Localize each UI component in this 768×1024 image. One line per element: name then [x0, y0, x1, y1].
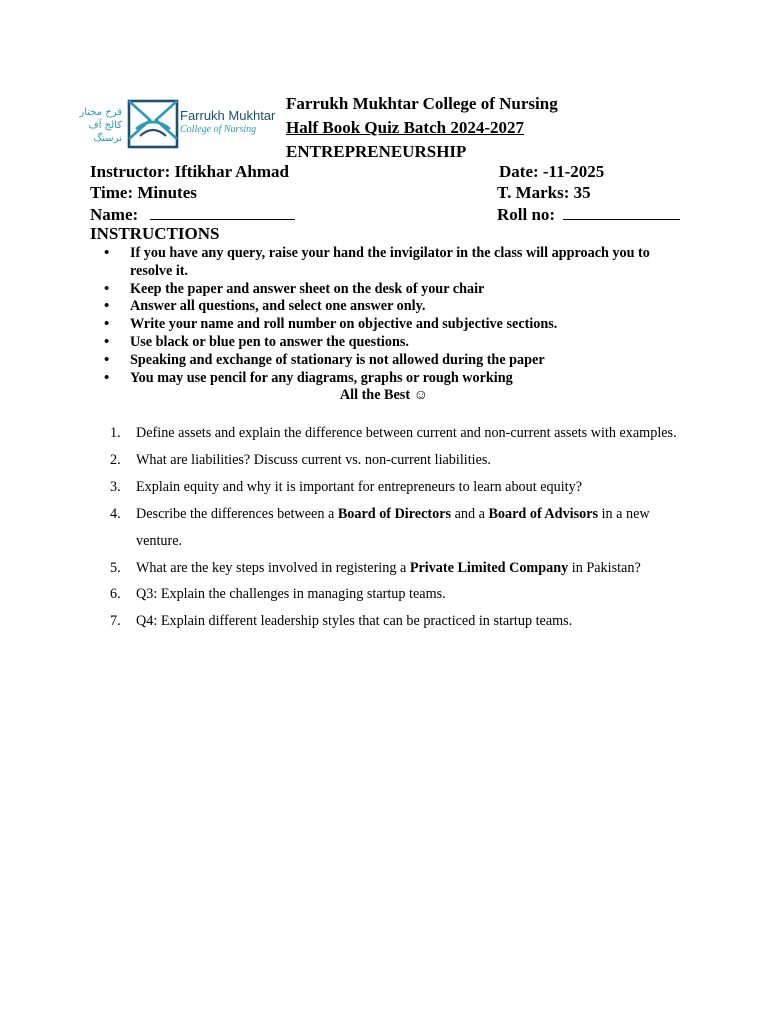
question-item [104, 581, 684, 608]
instruction-item: • Keep the paper and answer sheet on the desk of your chair [104, 281, 684, 299]
question-emphasis: Board of Directors [337, 505, 452, 522]
name-field [90, 205, 295, 225]
subject-title: ENTREPRENEURSHIP [286, 142, 467, 161]
question-text: Q4: Explain different leadership styles that can be practiced in startup teams. [136, 613, 573, 630]
question-item [104, 608, 684, 635]
instructor-label: Instructor: Iftikhar Ahmad [90, 162, 289, 181]
instruction-item: • Answer all questions, and select one answer only. [104, 298, 684, 316]
roll-field [497, 205, 680, 225]
time-label: Time: Minutes [90, 183, 197, 202]
logo-emblem-icon [126, 98, 184, 150]
logo-urdu-line1: فرخ مختار [79, 107, 122, 118]
question-number: 7. [110, 613, 121, 630]
college-logo [68, 96, 276, 152]
question-text: in a new venture. [136, 505, 650, 549]
instruction-item: • Use black or blue pen to answer the questions. [104, 334, 684, 352]
date-label: Date: -11-2025 [499, 162, 605, 181]
question-number: 5. [110, 559, 121, 576]
college-title: Farrukh Mukhtar College of Nursing [286, 94, 558, 113]
logo-urdu-line2: کالج آف نرسنگ [88, 120, 122, 144]
instructions-title: INSTRUCTIONS [90, 224, 220, 243]
logo-urdu-text [68, 106, 122, 145]
name-label: Name: [90, 205, 139, 224]
instruction-item: • You may use pencil for any diagrams, graphs or rough working [104, 370, 684, 388]
question-number: 6. [110, 586, 121, 603]
roll-blank-line [563, 205, 680, 220]
total-marks-label: T. Marks: 35 [497, 183, 591, 202]
question-emphasis: Private Limited Company [409, 559, 569, 576]
question-text: What are the key steps involved in registering a [136, 559, 410, 576]
question-item [104, 474, 684, 501]
question-emphasis: Board of Advisors [488, 505, 599, 522]
question-number: 4. [110, 505, 121, 522]
quiz-title: Half Book Quiz Batch 2024-2027 [286, 118, 525, 137]
question-text: Define assets and explain the difference between current and non-current assets with examples. [136, 425, 677, 441]
question-item [104, 420, 684, 447]
question-text: Q3: Explain the challenges in managing startup teams. [136, 586, 446, 603]
question-item [104, 501, 684, 555]
question-number: 3. [110, 478, 121, 495]
name-blank-line [150, 205, 295, 220]
instruction-item: • If you have any query, raise your hand the invigilator in the class will approach you to resolve it. [104, 245, 684, 281]
instruction-item: • Write your name and roll number on objective and subjective sections. [104, 316, 684, 334]
roll-label: Roll no: [497, 205, 556, 224]
logo-name: Farrukh Mukhtar [180, 108, 276, 123]
question-item [104, 447, 684, 474]
question-number: 1. [110, 425, 121, 441]
logo-subtitle: College of Nursing [180, 124, 257, 135]
question-text: Explain equity and why it is important for entrepreneurs to learn about equity? [136, 478, 582, 495]
question-number: 2. [110, 451, 121, 468]
closing-message: All the Best ☺ [339, 387, 429, 403]
instruction-item: • Speaking and exchange of stationary is not allowed during the paper [104, 352, 684, 370]
question-text: in Pakistan? [568, 559, 641, 576]
question-item [104, 555, 684, 582]
question-text: and a [451, 505, 489, 522]
question-text: What are liabilities? Discuss current vs. non-current liabilities. [136, 451, 491, 468]
questions-list [104, 420, 684, 635]
question-text: Describe the differences between a [136, 505, 338, 522]
instructions-list [104, 245, 684, 387]
